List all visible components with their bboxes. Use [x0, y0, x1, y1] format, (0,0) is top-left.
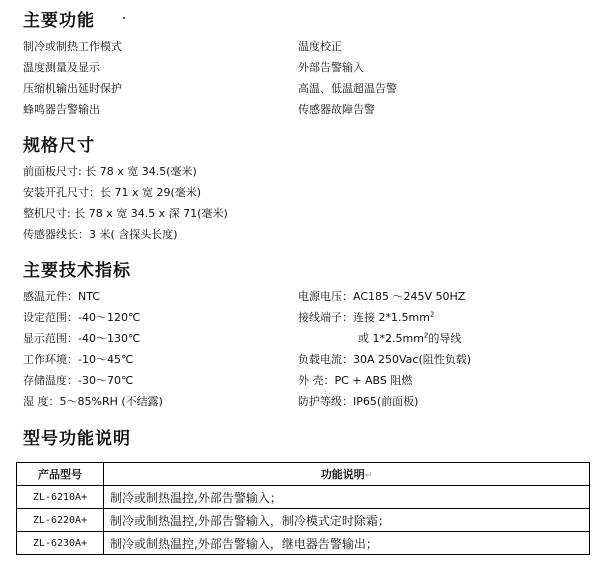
feature-right-2: 外部告警输入	[298, 61, 364, 74]
header-function	[104, 463, 590, 486]
spec-shell: 外 壳：PC + ABS 阻燃	[298, 374, 413, 387]
feature-left-1: 制冷或制热工作模式	[23, 40, 122, 53]
function-cell: 制冷或制热温控,外部告警输入，制冷模式定时除霜；	[104, 509, 590, 532]
dimension-line-4: 传感器线长：3 米( 含探头长度)	[23, 228, 178, 241]
model-cell: ZL-6210A+	[17, 486, 104, 509]
feature-right-4: 传感器故障告警	[298, 103, 375, 116]
spec-wiring-superscript: 2	[429, 310, 435, 319]
spec-humidity: 湿 度：5～85%RH (不结露)	[23, 395, 163, 408]
feature-left-4: 蜂鸣器告警输出	[23, 103, 100, 116]
spec-sensor: 感温元件：NTC	[23, 290, 100, 303]
spec-protection: 防护等级：IP65(前面板)	[298, 395, 419, 408]
heading-model-table: 型号功能说明	[23, 429, 131, 449]
model-table	[16, 462, 590, 555]
function-cell: 制冷或制热温控,外部告警输入；	[104, 486, 590, 509]
feature-left-2: 温度测量及显示	[23, 61, 100, 74]
heading-dimensions: 规格尺寸	[23, 136, 95, 156]
feature-right-3: 高温、低温超温告警	[298, 82, 397, 95]
model-table-header	[17, 463, 590, 486]
table-row	[17, 509, 590, 532]
dimension-line-2: 安装开孔尺寸：长 71 x 宽 29(毫米)	[23, 186, 202, 199]
spec-storage: 存储温度：-30～70℃	[23, 374, 134, 387]
spec-load: 负载电流：30A 250Vac(阻性负载)	[298, 353, 472, 366]
spec-wiring-alt-text: 或 1*2.5mm	[358, 332, 424, 345]
table-row	[17, 486, 590, 509]
heading-main-functions: 主要功能	[23, 11, 95, 31]
spec-wiring-alt-suffix: 的导线	[428, 332, 462, 345]
spec-display-range: 显示范围：-40～130℃	[23, 332, 141, 345]
stray-dot	[123, 17, 125, 19]
spec-wiring-alt	[358, 332, 461, 346]
function-cell: 制冷或制热温控,外部告警输入，继电器告警输出；	[104, 532, 590, 555]
spec-set-range: 设定范围：-40～120℃	[23, 311, 141, 324]
spec-power: 电源电压：AC185 ～245V 50HZ	[298, 290, 466, 303]
spec-environment: 工作环境：-10～45℃	[23, 353, 134, 366]
header-model: 产品型号	[17, 463, 104, 486]
spec-wiring	[298, 311, 434, 325]
return-mark-icon: ↵	[364, 471, 373, 481]
feature-right-1: 温度校正	[298, 40, 342, 53]
dimension-line-3: 整机尺寸: 长 78 x 宽 34.5 x 深 71(毫米)	[23, 207, 228, 220]
spec-wiring-alt-superscript: 2	[423, 331, 429, 340]
heading-tech-specs: 主要技术指标	[23, 261, 131, 281]
header-function-text: 功能说明	[320, 468, 365, 481]
table-row	[17, 532, 590, 555]
dimension-line-1: 前面板尺寸: 长 78 x 宽 34.5(毫米)	[23, 165, 197, 178]
spec-wiring-text: 接线端子：连接 2*1.5mm	[298, 311, 430, 324]
model-cell: ZL-6220A+	[17, 509, 104, 532]
model-cell: ZL-6230A+	[17, 532, 104, 555]
feature-left-3: 压缩机输出延时保护	[23, 82, 122, 95]
